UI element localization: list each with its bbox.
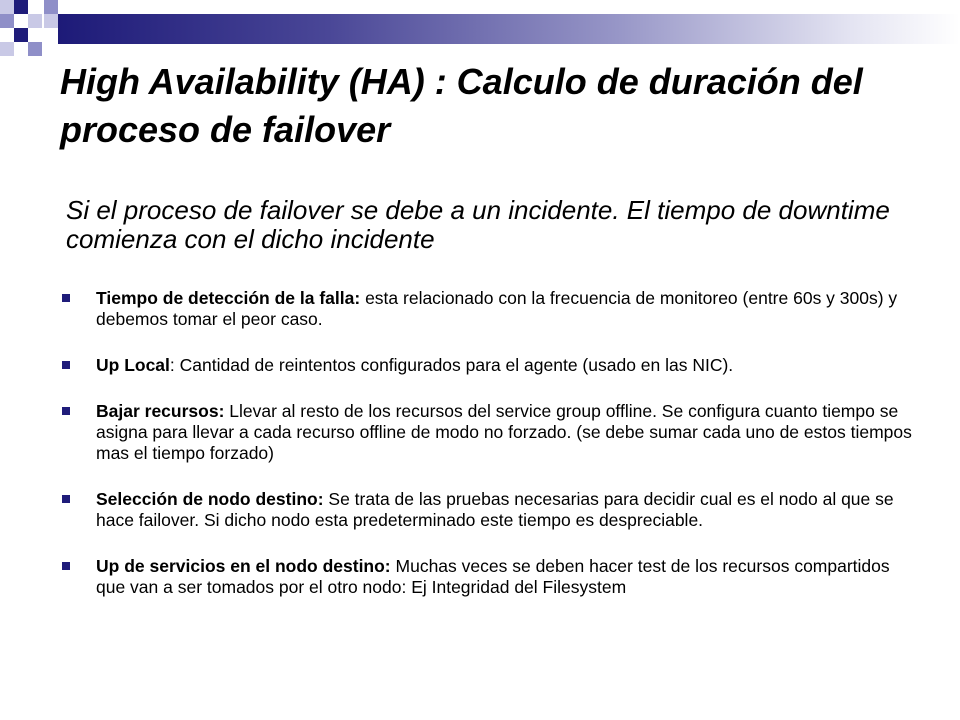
square-bullet-icon <box>62 294 70 302</box>
bullet-heading: Tiempo de detección de la falla: <box>96 288 361 308</box>
deco-square <box>0 42 14 56</box>
bullet-text: Muchas veces se deben hacer test de los recursos compartidos que van a ser tomados por el otro nodo: Ej Integridad del Filesystem <box>96 556 890 597</box>
square-bullet-icon <box>62 361 70 369</box>
square-bullet-icon <box>62 495 70 503</box>
deco-square <box>14 0 28 14</box>
bullet-text: : Cantidad de reintentos configurados para el agente (usado en las NIC). <box>169 355 734 375</box>
bullet-list <box>60 288 920 623</box>
bullet-heading: Bajar recursos: <box>96 401 225 421</box>
bullet-item <box>60 288 920 330</box>
deco-square <box>44 14 58 28</box>
header-gradient-bar <box>58 14 960 44</box>
deco-square <box>28 14 42 28</box>
bullet-heading: Selección de nodo destino: <box>96 489 324 509</box>
deco-square <box>0 14 14 28</box>
bullet-item <box>60 556 920 598</box>
slide-title: High Availability (HA) : Calculo de duración del proceso de failover <box>60 61 863 150</box>
deco-square <box>28 42 42 56</box>
deco-square <box>44 0 58 14</box>
bullet-text: esta relacionado con la frecuencia de monitoreo (entre 60s y 300s) y debemos tomar el peor caso. <box>96 288 898 329</box>
square-bullet-icon <box>62 562 70 570</box>
bullet-heading: Up de servicios en el nodo destino: <box>96 556 391 576</box>
bullet-item <box>60 401 920 464</box>
bullet-heading: Up Local <box>96 355 170 375</box>
square-bullet-icon <box>62 407 70 415</box>
slide-subtitle: Si el proceso de failover se debe a un incidente. El tiempo de downtime comienza con el dicho incidente <box>66 195 890 254</box>
deco-square <box>14 28 28 42</box>
bullet-item <box>60 355 920 376</box>
bullet-text: Se trata de las pruebas necesarias para decidir cual es el nodo al que se hace failover. Si dicho nodo esta predeterminado este tiempo es despreciable. <box>96 489 894 530</box>
bullet-item <box>60 489 920 531</box>
deco-square <box>0 0 14 14</box>
bullet-text: Llevar al resto de los recursos del service group offline. Se configura cuanto tiempo se asigna para llevar a cada recurso offline de modo no forzado. (se debe sumar cada uno de estos tiempos mas el tiempo forzado) <box>96 401 912 463</box>
